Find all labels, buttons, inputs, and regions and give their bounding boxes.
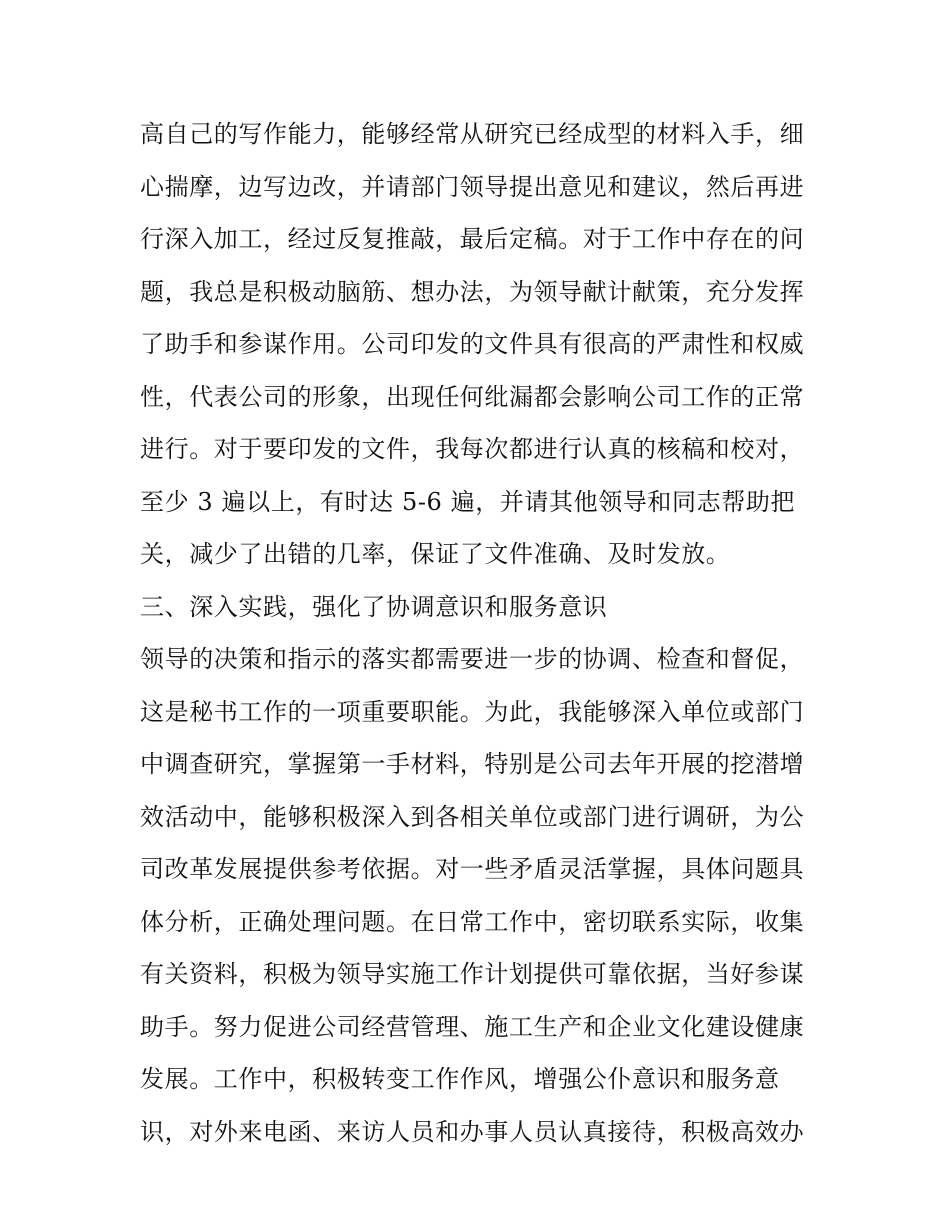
text-line-19: 发展。工作中，积极转变工作作风，增强公仆意识和服务意 <box>140 1065 780 1093</box>
text-line-18: 助手。努力促进公司经营管理、施工生产和企业文化建设健康 <box>140 1012 805 1041</box>
text-line-2: 心揣摩，边写边改，并请部门领导提出意见和建议，然后再进 <box>140 172 805 201</box>
text-line-4: 题，我总是积极动脑筋、想办法，为领导献计献策，充分发挥 <box>140 277 805 306</box>
text-line-9: 关，减少了出错的几率，保证了文件准确、及时发放。 <box>140 540 731 568</box>
text-line-15: 司改革发展提供参考依据。对一些矛盾灵活掌握，具体问题具 <box>140 855 805 883</box>
text-line-13: 中调查研究，掌握第一手材料，特别是公司去年开展的挖潜增 <box>140 750 805 778</box>
text-line-12: 这是秘书工作的一项重要职能。为此，我能够深入单位或部门 <box>140 697 805 726</box>
text-line-17: 有关资料，积极为领导实施工作计划提供可靠依据，当好参谋 <box>140 960 805 988</box>
text-line-6: 性，代表公司的形象，出现任何纰漏都会影响公司工作的正常 <box>140 382 805 411</box>
text-line-8: 至少 3 遍以上，有时达 5-6 遍，并请其他领导和同志帮助把 <box>140 487 796 516</box>
text-line-14: 效活动中，能够积极深入到各相关单位或部门进行调研，为公 <box>140 802 805 831</box>
text-line-3: 行深入加工，经过反复推敲，最后定稿。对于工作中存在的问 <box>140 225 805 253</box>
section-heading: 三、深入实践，强化了协调意识和服务意识 <box>140 592 608 621</box>
text-line-5: 了助手和参谋作用。公司印发的文件具有很高的严肃性和权威 <box>140 330 805 358</box>
text-line-20: 识，对外来电函、来访人员和办事人员认真接待，积极高效办 <box>140 1117 805 1146</box>
text-line-7: 进行。对于要印发的文件，我每次都进行认真的核稿和校对， <box>140 435 805 463</box>
text-line-11: 领导的决策和指示的落实都需要进一步的协调、检查和督促， <box>140 645 805 673</box>
text-line-1: 高自己的写作能力，能够经常从研究已经成型的材料入手，细 <box>140 120 805 148</box>
body-text <box>140 108 820 1158</box>
text-line-16: 体分析，正确处理问题。在日常工作中，密切联系实际，收集 <box>140 907 805 936</box>
